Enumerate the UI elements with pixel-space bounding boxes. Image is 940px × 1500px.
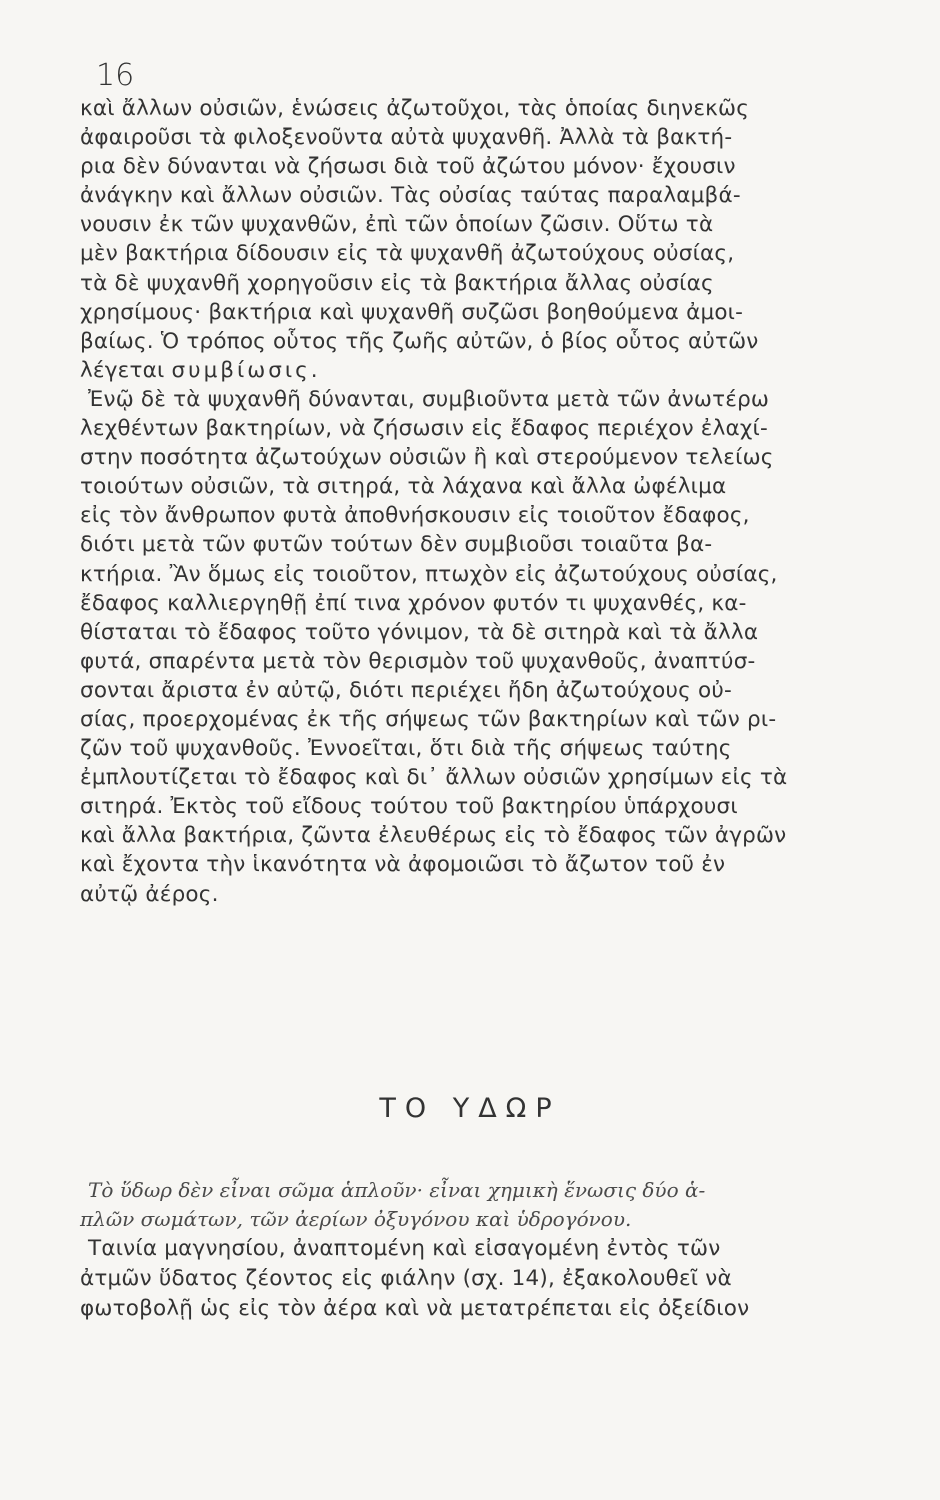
text-line: βαίως. Ὁ τρόπος οὗτος τῆς ζωῆς αὐτῶν, ὁ βίος οὗτος αὐτῶν: [80, 328, 759, 354]
section-heading: ΤΟ ΥΔΩΡ: [379, 1093, 561, 1124]
text-line: εἰς τὸν ἄνθρωπον φυτὰ ἀποθνήσκουσιν εἰς τοιοῦτον ἔδαφος,: [80, 503, 750, 529]
text-line: στην ποσότητα ἀζωτούχων οὐσιῶν ἢ καὶ στερούμενον τελείως: [80, 445, 774, 471]
text-line: θίσταται τὸ ἔδαφος τοῦτο γόνιμον, τὰ δὲ σιτηρὰ καὶ τὰ ἄλλα: [80, 619, 759, 645]
text-line: κτήρια. Ἂν ὅμως εἰς τοιοῦτον, πτωχὸν εἰς ἀζωτούχους οὐσίας,: [80, 561, 778, 587]
text-line: σιτηρά. Ἐκτὸς τοῦ εἴδους τούτου τοῦ βακτηρίου ὑπάρχουσι: [80, 794, 738, 820]
text-line: σίας, προερχομένας ἐκ τῆς σήψεως τῶν βακτηρίων καὶ τῶν ρι-: [80, 706, 777, 732]
text-line: ζῶν τοῦ ψυχανθοῦς. Ἐννοεῖται, ὅτι διὰ τῆς σήψεως ταύτης: [80, 736, 732, 762]
text-line: ἐμπλουτίζεται τὸ ἔδαφος καὶ δι᾿ ἄλλων οὐσιῶν χρησίμων εἰς τὰ: [80, 765, 788, 791]
text-line: τὰ δὲ ψυχανθῆ χορηγοῦσιν εἰς τὰ βακτήρια ἄλλας οὐσίας: [80, 270, 714, 296]
text-line: σονται ἄριστα ἐν αὐτῷ, διότι περιέχει ἤδη ἀζωτούχους οὐ-: [80, 677, 732, 703]
text-line: τοιούτων οὐσιῶν, τὰ σιτηρά, τὰ λάχανα καὶ ἄλλα ὠφέλιμα: [80, 474, 727, 500]
text-line: χρησίμους· βακτήρια καὶ ψυχανθῆ συζῶσι βοηθούμενα ἀμοι-: [80, 299, 744, 325]
text-line: ἀτμῶν ὕδατος ζέοντος εἰς φιάλην (σχ. 14), ἐξακολουθεῖ νὰ: [80, 1266, 732, 1291]
text-line: διότι μετὰ τῶν φυτῶν τούτων δὲν συμβιοῦσι τοιαῦτα βα-: [80, 532, 713, 558]
italic-definition-line: πλῶν σωμάτων, τῶν ἀερίων ὀξυγόνου καὶ ὑδρογόνου.: [80, 1207, 632, 1231]
spaced-term: συμβίωσις.: [171, 357, 321, 383]
text-line: ρια δὲν δύνανται νὰ ζήσωσι διὰ τοῦ ἀζώτου μόνον· ἔχουσιν: [80, 154, 736, 180]
called-prefix: λέγεται: [80, 357, 172, 383]
text-line: φυτά, σπαρέντα μετὰ τὸν θερισμὸν τοῦ ψυχανθοῦς, ἀναπτύσ-: [80, 648, 756, 674]
text-line: καὶ ἄλλων οὐσιῶν, ἑνώσεις ἀζωτοῦχοι, τὰς ὁποίας διηνεκῶς: [80, 96, 750, 121]
text-line: καὶ ἔχοντα τὴν ἱκανότητα νὰ ἀφομοιῶσι τὸ ἄζωτον τοῦ ἐν: [80, 852, 726, 878]
text-line: νουσιν ἐκ τῶν ψυχανθῶν, ἐπὶ τῶν ὁποίων ζῶσιν. Οὕτω τὰ: [80, 212, 714, 238]
page-number: 16: [96, 58, 135, 93]
italic-definition-line: Τὸ ὕδωρ δὲν εἶναι σῶμα ἁπλοῦν· εἶναι χημικὴ ἕνωσις δύο ἁ-: [88, 1178, 706, 1202]
text-line: ἀφαιροῦσι τὰ φιλοξενοῦντα αὐτὰ ψυχανθῆ. Ἀλλὰ τὰ βακτή-: [80, 125, 733, 151]
text-line: ἔδαφος καλλιεργηθῇ ἐπί τινα χρόνον φυτόν τι ψυχανθές, κα-: [80, 590, 747, 616]
text-line: Ἐνῷ δὲ τὰ ψυχανθῆ δύνανται, συμβιοῦντα μετὰ τῶν ἀνωτέρω: [88, 386, 770, 412]
text-line: ἀνάγκην καὶ ἄλλων οὐσιῶν. Τὰς οὐσίας ταύτας παραλαμβά-: [80, 183, 741, 209]
text-line: φωτοβολῇ ὡς εἰς τὸν ἀέρα καὶ νὰ μετατρέπεται εἰς ὀξείδιον: [80, 1296, 750, 1321]
text-line: αὐτῷ ἀέρος.: [80, 881, 219, 907]
text-line: καὶ ἄλλα βακτήρια, ζῶντα ἐλευθέρως εἰς τὸ ἔδαφος τῶν ἀγρῶν: [80, 823, 787, 849]
text-line: μὲν βακτήρια δίδουσιν εἰς τὰ ψυχανθῆ ἀζωτούχους οὐσίας,: [80, 241, 735, 267]
text-line: Ταινία μαγνησίου, ἀναπτομένη καὶ εἰσαγομένη ἐντὸς τῶν: [88, 1236, 721, 1261]
text-line: λεχθέντων βακτηρίων, νὰ ζήσωσιν εἰς ἔδαφος περιέχον ἐλαχί-: [80, 416, 768, 442]
text-line: [80, 356, 930, 385]
body-text: [80, 94, 930, 909]
section-text: [80, 1176, 930, 1324]
